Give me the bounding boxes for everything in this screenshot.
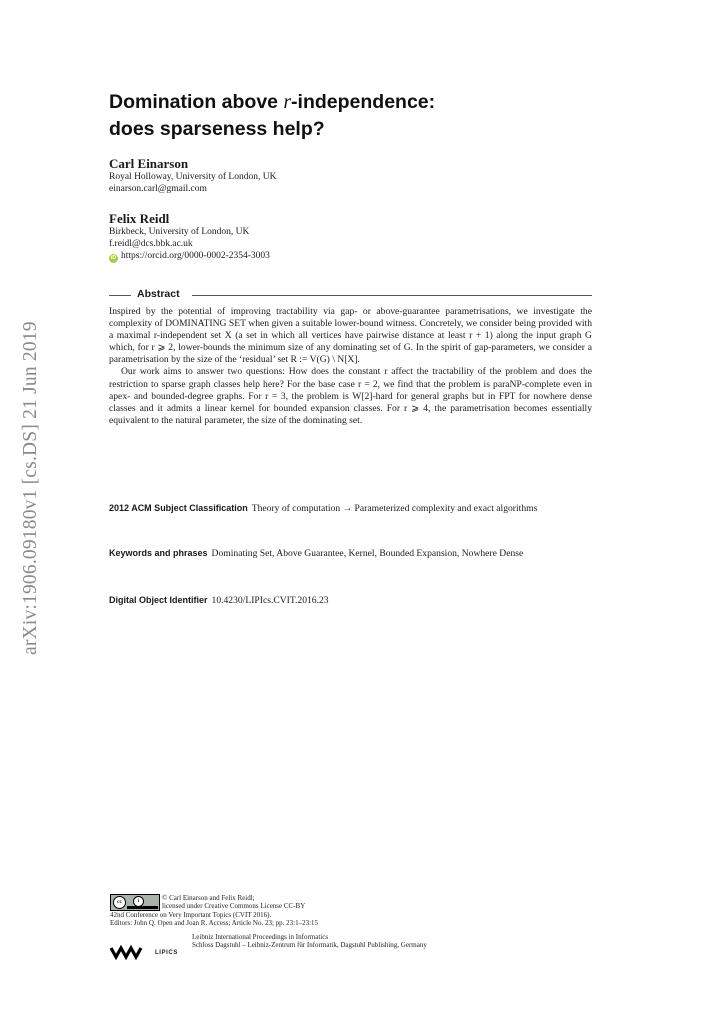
- lipics-wordmark: LIPICS: [155, 950, 178, 956]
- author-block-1: [109, 156, 589, 195]
- lipics-logo-icon: [110, 944, 154, 960]
- author-name: Carl Einarson: [109, 156, 189, 171]
- keywords: [109, 547, 592, 561]
- doi: [109, 594, 592, 608]
- footer-conference-lines: [110, 911, 580, 928]
- doi-label: Digital Object Identifier: [109, 595, 208, 605]
- author-orcid[interactable]: [109, 250, 589, 263]
- footer-editors: Editors: John Q. Open and Joan R. Access; Article No. 23; pp. 23:1–23:15: [110, 919, 319, 928]
- author-email[interactable]: f.reidl@dcs.bbk.ac.uk: [109, 239, 193, 249]
- title-line2: does sparseness help?: [109, 118, 325, 140]
- author-block-2: [109, 211, 589, 263]
- abstract-rule-left: [109, 295, 131, 296]
- keywords-value: Dominating Set, Above Guarantee, Kernel, Bounded Expansion, Nowhere Dense: [211, 548, 524, 559]
- footer-conference: 42nd Conference on Very Important Topics (CVIT 2016).: [110, 911, 272, 919]
- abstract-paragraph-1: Inspired by the potential of improving tractability via gap- or above-guarantee parametrisations, we investigate the complexity of DOMINATING SET when given a suitable lower-bound witness. Concretely, we consider being provided with a maximal r-independent set X (a set in which all vertices have pairwise distance at least r + 1) along the input graph G which, for r ⩾ 2, lower-bounds the minimum size of any dominating set of G. In the spirit of gap-parameters, we consider a parametrisation by the size of the ‘residual’ set R := V(G) \ N[X].: [109, 306, 592, 366]
- abstract-rule-right: [192, 295, 592, 296]
- abstract-heading: [109, 288, 592, 302]
- acm-classification: [109, 502, 592, 516]
- footer-publisher: Schloss Dagstuhl – Leibniz-Zentrum für Informatik, Dagstuhl Publishing, Germany: [192, 941, 427, 949]
- author-email[interactable]: einarson.carl@gmail.com: [109, 184, 207, 194]
- paper-title: [109, 89, 589, 142]
- cc-badge-bar: [127, 906, 158, 909]
- orcid-icon: iD: [110, 255, 117, 261]
- footer-copyright: © Carl Einarson and Felix Reidl;: [162, 894, 255, 902]
- author-affiliation: Royal Holloway, University of London, UK: [109, 172, 277, 182]
- arxiv-stamp: arXiv:1906.09180v1 [cs.DS] 21 Jun 2019: [20, 321, 41, 655]
- acm-label: 2012 ACM Subject Classification: [109, 503, 248, 513]
- attribution-icon: i: [133, 896, 144, 907]
- abstract-label: Abstract: [137, 288, 184, 300]
- orcid-link[interactable]: https://orcid.org/0000-0002-2354-3003: [121, 251, 270, 261]
- title-variable: r: [283, 92, 292, 113]
- footer-series: Leibniz International Proceedings in Informatics: [192, 933, 329, 941]
- author-affiliation: Birkbeck, University of London, UK: [109, 227, 250, 237]
- title-line1-pre: Domination above: [109, 91, 284, 113]
- abstract-paragraph-2: Our work aims to answer two questions: How does the constant r affect the tractability of the problem and does the restriction to sparse graph classes help here? For the base case r = 2, we find that the problem is paraNP-complete even in apex- and bounded-degree graphs. For r = 3, the problem is W[2]-hard for general graphs but in FPT for nowhere dense classes and it admits a linear kernel for bounded expansion classes. For r ⩾ 4, the parametrisation becomes essentially equivalent to the natural parameter, the size of the dominating set.: [109, 366, 592, 426]
- keywords-label: Keywords and phrases: [109, 548, 208, 558]
- abstract-body: [109, 306, 592, 427]
- cc-by-badge: [110, 894, 160, 911]
- title-line1-post: -independence:: [291, 91, 436, 113]
- footer-license: licensed under Creative Commons License CC-BY: [162, 902, 306, 911]
- cc-icon: cc: [113, 896, 126, 909]
- footer-license-lines: [162, 894, 582, 911]
- doi-value[interactable]: 10.4230/LIPIcs.CVIT.2016.23: [211, 595, 329, 606]
- author-name: Felix Reidl: [109, 211, 170, 226]
- acm-value: Theory of computation → Parameterized complexity and exact algorithms: [251, 503, 538, 514]
